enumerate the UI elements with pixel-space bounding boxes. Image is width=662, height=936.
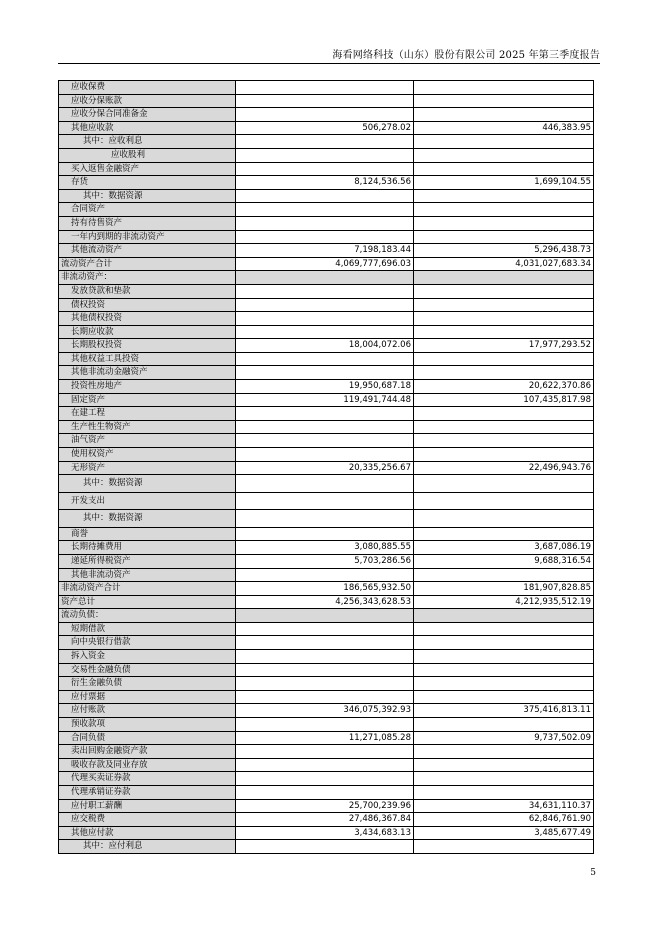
table-row: [59, 393, 594, 407]
row-label: 生产性生物资产: [59, 420, 236, 434]
row-label: 发放贷款和垫款: [59, 284, 236, 298]
prior-period-value: [414, 772, 594, 786]
row-label: 交易性金融负债: [59, 663, 236, 677]
prior-period-value: 107,435,817.98: [414, 393, 594, 407]
table-row: [59, 189, 594, 203]
prior-period-value: [414, 636, 594, 650]
prior-period-value: [414, 622, 594, 636]
table-row: [59, 203, 594, 217]
table-row: [59, 475, 594, 493]
prior-period-value: [414, 203, 594, 217]
current-period-value: [236, 94, 414, 108]
row-label: 其他应付款: [59, 826, 236, 840]
table-row: [59, 380, 594, 394]
current-period-value: [236, 527, 414, 541]
current-period-value: [236, 271, 414, 285]
prior-period-value: 9,737,502.09: [414, 731, 594, 745]
table-row: [59, 298, 594, 312]
table-row: [59, 690, 594, 704]
current-period-value: [236, 434, 414, 448]
table-row: [59, 772, 594, 786]
current-period-value: 19,950,687.18: [236, 380, 414, 394]
prior-period-value: [414, 162, 594, 176]
row-label: 合同负债: [59, 731, 236, 745]
prior-period-value: 181,907,828.85: [414, 582, 594, 596]
row-label: 向中央银行借款: [59, 636, 236, 650]
prior-period-value: [414, 840, 594, 854]
table-row: [59, 230, 594, 244]
prior-period-value: 446,383.95: [414, 121, 594, 135]
table-row: [59, 622, 594, 636]
table-row: [59, 786, 594, 800]
row-label: 债权投资: [59, 298, 236, 312]
prior-period-value: 22,496,943.76: [414, 461, 594, 475]
prior-period-value: [414, 148, 594, 162]
prior-period-value: [414, 407, 594, 421]
row-label: 使用权资产: [59, 448, 236, 462]
row-label: 预收款项: [59, 718, 236, 732]
row-label: 流动资产合计: [59, 257, 236, 271]
table-row: [59, 554, 594, 568]
current-period-value: [236, 162, 414, 176]
table-row: [59, 135, 594, 149]
prior-period-value: [414, 189, 594, 203]
table-row: [59, 339, 594, 353]
current-period-value: 11,271,085.28: [236, 731, 414, 745]
prior-period-value: 17,977,293.52: [414, 339, 594, 353]
row-label: 非流动资产：: [59, 271, 236, 285]
row-label: 其中：数据资源: [59, 189, 236, 203]
current-period-value: [236, 203, 414, 217]
table-row: [59, 148, 594, 162]
prior-period-value: 62,846,761.90: [414, 813, 594, 827]
prior-period-value: [414, 786, 594, 800]
current-period-value: [236, 284, 414, 298]
prior-period-value: [414, 475, 594, 493]
current-period-value: 3,434,683.13: [236, 826, 414, 840]
row-label: 其他非流动金融资产: [59, 366, 236, 380]
row-label: 其中：应收利息: [59, 135, 236, 149]
row-label: 商誉: [59, 527, 236, 541]
prior-period-value: 34,631,110.37: [414, 799, 594, 813]
prior-period-value: 3,485,677.49: [414, 826, 594, 840]
current-period-value: [236, 448, 414, 462]
prior-period-value: [414, 94, 594, 108]
table-row: [59, 407, 594, 421]
row-label: 其他权益工具投资: [59, 352, 236, 366]
prior-period-value: [414, 745, 594, 759]
prior-period-value: 5,296,438.73: [414, 244, 594, 258]
row-label: 应收分保账款: [59, 94, 236, 108]
row-label: 其中：数据资源: [59, 475, 236, 493]
row-label: 资产总计: [59, 595, 236, 609]
prior-period-value: [414, 690, 594, 704]
table-row: [59, 325, 594, 339]
row-label: 其中：数据资源: [59, 510, 236, 528]
row-label: 应付票据: [59, 690, 236, 704]
table-row: [59, 94, 594, 108]
prior-period-value: [414, 677, 594, 691]
current-period-value: [236, 216, 414, 230]
page-number: 5: [590, 868, 596, 878]
row-label: 应付账款: [59, 704, 236, 718]
prior-period-value: [414, 510, 594, 528]
current-period-value: [236, 135, 414, 149]
prior-period-value: 1,699,104.55: [414, 176, 594, 190]
table-row: [59, 568, 594, 582]
current-period-value: [236, 230, 414, 244]
prior-period-value: [414, 271, 594, 285]
table-row: [59, 461, 594, 475]
table-row: [59, 434, 594, 448]
section-header-row: [59, 609, 594, 623]
table-row: [59, 420, 594, 434]
row-label: 其中：应付利息: [59, 840, 236, 854]
current-period-value: [236, 772, 414, 786]
row-label: 衍生金融负债: [59, 677, 236, 691]
current-period-value: 7,198,183.44: [236, 244, 414, 258]
table-row: [59, 731, 594, 745]
table-row: [59, 663, 594, 677]
prior-period-value: [414, 325, 594, 339]
current-period-value: [236, 189, 414, 203]
table-row: [59, 366, 594, 380]
table-row: [59, 510, 594, 528]
table-row: [59, 595, 594, 609]
table-row: [59, 448, 594, 462]
row-label: 应交税费: [59, 813, 236, 827]
prior-period-value: [414, 366, 594, 380]
current-period-value: 119,491,744.48: [236, 393, 414, 407]
current-period-value: [236, 758, 414, 772]
row-label: 合同资产: [59, 203, 236, 217]
row-label: 应收股利: [59, 148, 236, 162]
current-period-value: [236, 622, 414, 636]
prior-period-value: 9,688,316.54: [414, 554, 594, 568]
row-label: 开发支出: [59, 492, 236, 510]
header-divider: [58, 63, 600, 64]
table-row: [59, 312, 594, 326]
current-period-value: [236, 298, 414, 312]
prior-period-value: 20,622,370.86: [414, 380, 594, 394]
current-period-value: [236, 840, 414, 854]
current-period-value: 506,278.02: [236, 121, 414, 135]
row-label: 存货: [59, 176, 236, 190]
row-label: 其他应收款: [59, 121, 236, 135]
page-header: 海看网络科技（山东）股份有限公司 2025 年第三季度报告: [332, 50, 600, 61]
table-row: [59, 492, 594, 510]
row-label: 应收保费: [59, 81, 236, 95]
current-period-value: [236, 663, 414, 677]
current-period-value: [236, 745, 414, 759]
table-row: [59, 636, 594, 650]
balance-sheet-table: [58, 80, 594, 854]
current-period-value: 4,069,777,696.03: [236, 257, 414, 271]
current-period-value: [236, 352, 414, 366]
row-label: 拆入资金: [59, 650, 236, 664]
row-label: 其他债权投资: [59, 312, 236, 326]
prior-period-value: 3,687,086.19: [414, 541, 594, 555]
prior-period-value: 4,031,027,683.34: [414, 257, 594, 271]
current-period-value: 3,080,885.55: [236, 541, 414, 555]
prior-period-value: [414, 609, 594, 623]
current-period-value: [236, 650, 414, 664]
row-label: 代理买卖证券款: [59, 772, 236, 786]
row-label: 长期应收款: [59, 325, 236, 339]
table-row: [59, 257, 594, 271]
table-row: [59, 718, 594, 732]
table-row: [59, 527, 594, 541]
prior-period-value: [414, 434, 594, 448]
table-row: [59, 840, 594, 854]
row-label: 代理承销证券款: [59, 786, 236, 800]
row-label: 投资性房地产: [59, 380, 236, 394]
row-label: 固定资产: [59, 393, 236, 407]
table-row: [59, 244, 594, 258]
row-label: 吸收存款及同业存放: [59, 758, 236, 772]
current-period-value: [236, 609, 414, 623]
row-label: 油气资产: [59, 434, 236, 448]
table-row: [59, 813, 594, 827]
prior-period-value: [414, 108, 594, 122]
current-period-value: 18,004,072.06: [236, 339, 414, 353]
current-period-value: 27,486,367.84: [236, 813, 414, 827]
prior-period-value: [414, 758, 594, 772]
current-period-value: [236, 325, 414, 339]
table-row: [59, 352, 594, 366]
current-period-value: [236, 108, 414, 122]
current-period-value: [236, 312, 414, 326]
table-row: [59, 582, 594, 596]
current-period-value: 20,335,256.67: [236, 461, 414, 475]
row-label: 应付职工薪酬: [59, 799, 236, 813]
table-row: [59, 284, 594, 298]
prior-period-value: 375,416,813.11: [414, 704, 594, 718]
prior-period-value: [414, 216, 594, 230]
current-period-value: 5,703,286.56: [236, 554, 414, 568]
prior-period-value: [414, 81, 594, 95]
prior-period-value: [414, 568, 594, 582]
table-row: [59, 758, 594, 772]
prior-period-value: 4,212,935,512.19: [414, 595, 594, 609]
table-row: [59, 745, 594, 759]
table-row: [59, 216, 594, 230]
prior-period-value: [414, 298, 594, 312]
prior-period-value: [414, 492, 594, 510]
current-period-value: [236, 366, 414, 380]
row-label: 其他流动资产: [59, 244, 236, 258]
table-row: [59, 650, 594, 664]
row-label: 应收分保合同准备金: [59, 108, 236, 122]
current-period-value: [236, 148, 414, 162]
current-period-value: [236, 81, 414, 95]
row-label: 无形资产: [59, 461, 236, 475]
row-label: 在建工程: [59, 407, 236, 421]
current-period-value: 4,256,343,628.53: [236, 595, 414, 609]
row-label: 递延所得税资产: [59, 554, 236, 568]
table-row: [59, 176, 594, 190]
prior-period-value: [414, 135, 594, 149]
current-period-value: [236, 407, 414, 421]
table-row: [59, 677, 594, 691]
prior-period-value: [414, 230, 594, 244]
current-period-value: [236, 475, 414, 493]
prior-period-value: [414, 352, 594, 366]
table-row: [59, 121, 594, 135]
current-period-value: 25,700,239.96: [236, 799, 414, 813]
row-label: 卖出回购金融资产款: [59, 745, 236, 759]
table-row: [59, 799, 594, 813]
current-period-value: 186,565,932.50: [236, 582, 414, 596]
prior-period-value: [414, 448, 594, 462]
table-row: [59, 162, 594, 176]
prior-period-value: [414, 650, 594, 664]
prior-period-value: [414, 284, 594, 298]
row-label: 长期待摊费用: [59, 541, 236, 555]
current-period-value: [236, 568, 414, 582]
row-label: 其他非流动资产: [59, 568, 236, 582]
current-period-value: [236, 492, 414, 510]
prior-period-value: [414, 663, 594, 677]
table-row: [59, 108, 594, 122]
prior-period-value: [414, 420, 594, 434]
row-label: 一年内到期的非流动资产: [59, 230, 236, 244]
current-period-value: [236, 510, 414, 528]
table-row: [59, 81, 594, 95]
table-row: [59, 826, 594, 840]
current-period-value: [236, 786, 414, 800]
prior-period-value: [414, 718, 594, 732]
current-period-value: [236, 718, 414, 732]
table-row: [59, 541, 594, 555]
current-period-value: [236, 420, 414, 434]
current-period-value: [236, 677, 414, 691]
section-header-row: [59, 271, 594, 285]
row-label: 长期股权投资: [59, 339, 236, 353]
table-row: [59, 704, 594, 718]
row-label: 短期借款: [59, 622, 236, 636]
prior-period-value: [414, 312, 594, 326]
row-label: 买入返售金融资产: [59, 162, 236, 176]
current-period-value: 346,075,392.93: [236, 704, 414, 718]
current-period-value: [236, 636, 414, 650]
current-period-value: 8,124,536.56: [236, 176, 414, 190]
row-label: 持有待售资产: [59, 216, 236, 230]
row-label: 流动负债：: [59, 609, 236, 623]
current-period-value: [236, 690, 414, 704]
prior-period-value: [414, 527, 594, 541]
row-label: 非流动资产合计: [59, 582, 236, 596]
